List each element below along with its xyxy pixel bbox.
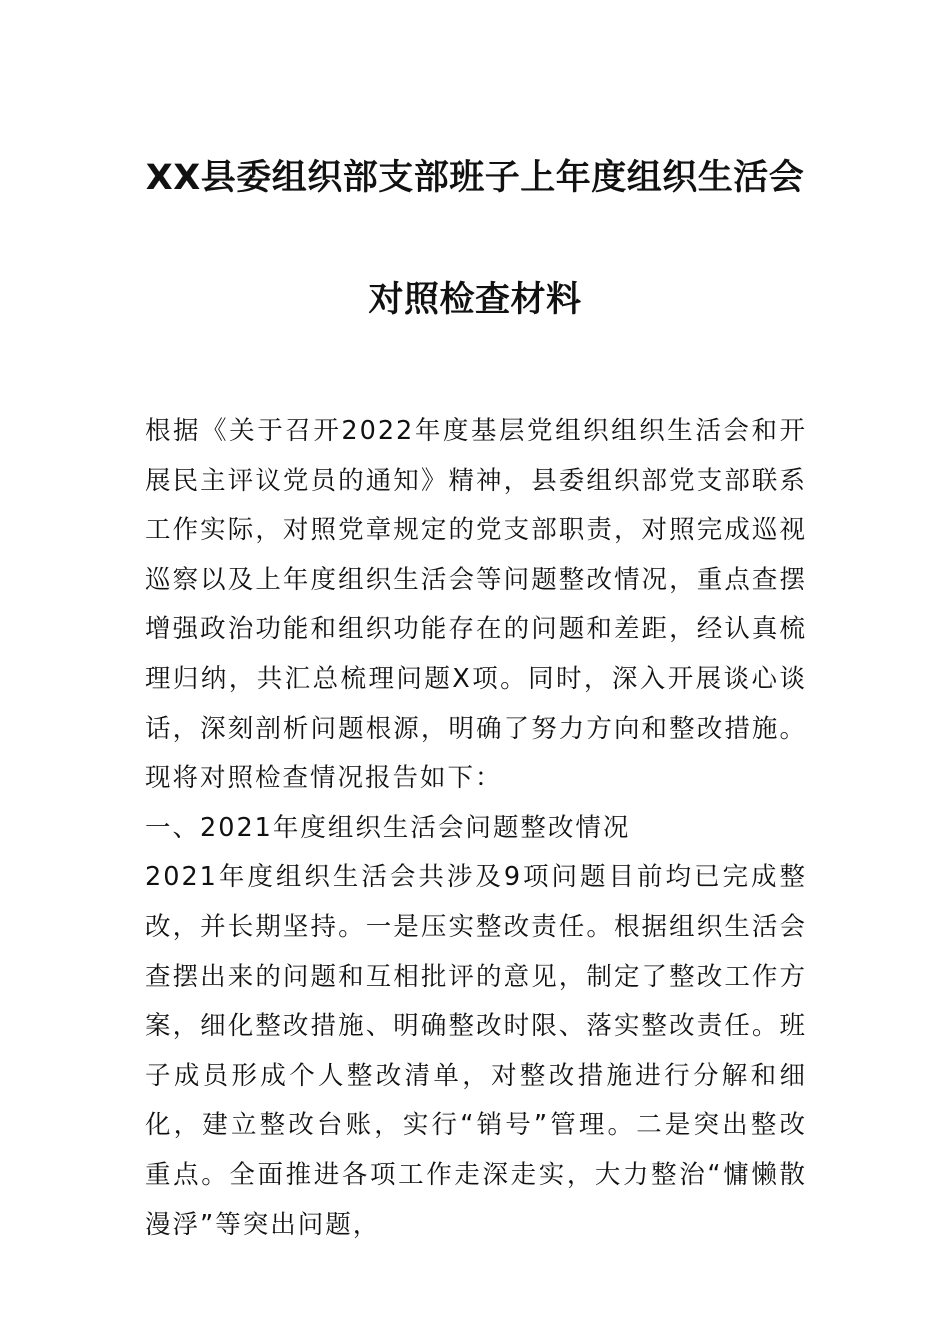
document-title-line-2: 对照检查材料 (368, 280, 582, 320)
section-1-paragraph: 2021年度组织生活会共涉及9项问题目前均已完成整改，并长期坚持。一是压实整改责任。根据组织生活会查摆出来的问题和互相批评的意见，制定了整改工作方案，细化整改措施、明确整改时限、落实整改责任。班子成员形成个人整改清单，对整改措施进行分解和细化，建立整改台账，实行“销号”管理。二是突出整改重点。全面推进各项工作走深走实，大力整治“慵懒散漫浮”等突出问题， (145, 862, 807, 1240)
intro-paragraph: 根据《关于召开2022年度基层党组织组织生活会和开展民主评议党员的通知》精神，县委组织部党支部联系工作实际，对照党章规定的党支部职责，对照完成巡视巡察以及上年度组织生活会等问题整改情况，重点查摆增强政治功能和组织功能存在的问题和差距，经认真梳理归纳，共汇总梳理问题X项。同时，深入开展谈心谈话，深刻剖析问题根源，明确了努力方向和整改措施。现将对照检查情况报告如下： (145, 416, 807, 794)
document-title-line-1: XX县委组织部支部班子上年度组织生活会 (145, 158, 805, 198)
document-body (145, 407, 807, 1250)
section-heading-1: 一、2021年度组织生活会问题整改情况 (145, 812, 631, 843)
